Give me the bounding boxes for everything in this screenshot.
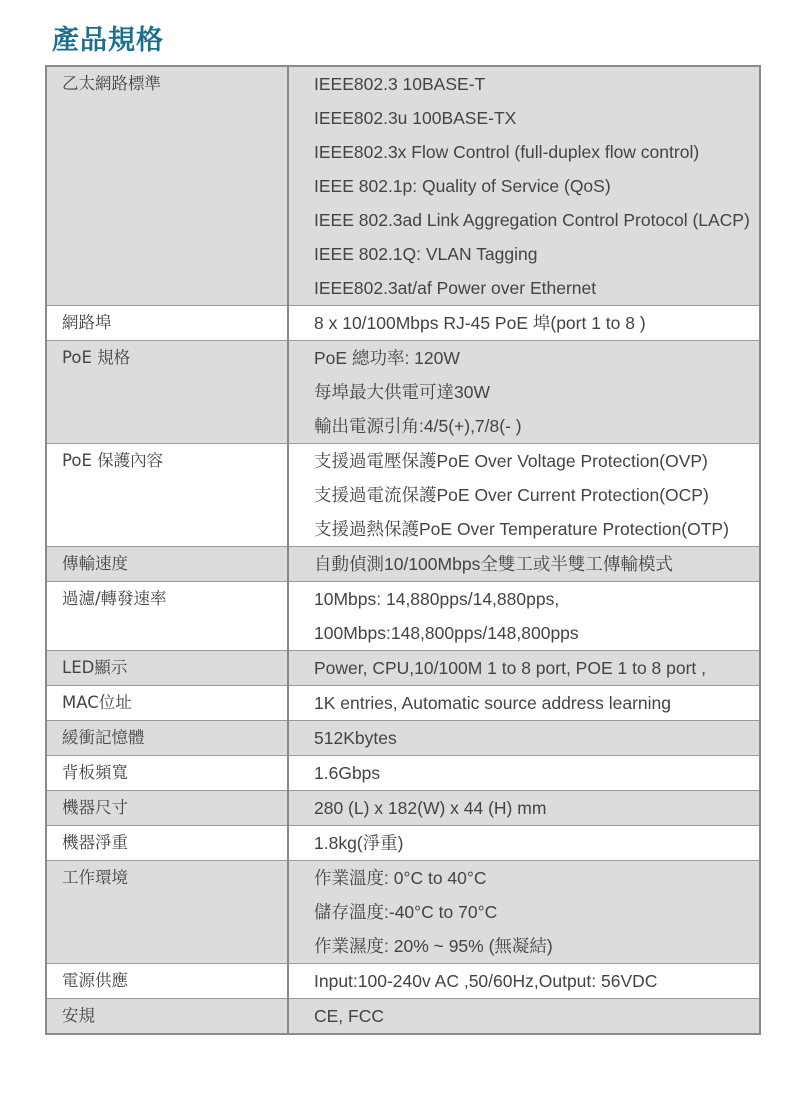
spec-value-line: 10Mbps: 14,880pps/14,880pps, <box>314 589 560 609</box>
spec-value-line: 儲存溫度:-40°C to 70°C <box>314 902 498 922</box>
spec-value-cell <box>288 964 760 999</box>
spec-value-line: 自動偵測10/100Mbps全雙工或半雙工傳輸模式 <box>314 554 673 574</box>
spec-table-body <box>46 66 760 1034</box>
spec-label-cell <box>46 651 288 686</box>
spec-row <box>46 651 760 686</box>
spec-value-line: 512Kbytes <box>314 728 397 748</box>
spec-label-cell <box>46 582 288 651</box>
spec-value-line: 100Mbps:148,800pps/148,800pps <box>314 623 579 643</box>
spec-value-line: Power, CPU,10/100M 1 to 8 port, POE 1 to 8 port , <box>314 658 707 678</box>
spec-label: 過濾/轉發速率 <box>62 589 167 608</box>
spec-value-line: IEEE 802.3ad Link Aggregation Control Protocol (LACP) <box>314 210 750 230</box>
spec-label-cell <box>46 721 288 756</box>
spec-value-line: IEEE802.3u 100BASE-TX <box>314 108 517 128</box>
spec-label: 電源供應 <box>62 971 128 990</box>
spec-label-cell <box>46 826 288 861</box>
spec-row <box>46 826 760 861</box>
spec-label-cell <box>46 341 288 444</box>
spec-row <box>46 582 760 651</box>
spec-label-cell <box>46 306 288 341</box>
spec-value-line: Input:100-240v AC ,50/60Hz,Output: 56VDC <box>314 971 658 991</box>
spec-label-cell <box>46 686 288 721</box>
spec-value-line: 1.6Gbps <box>314 763 381 783</box>
spec-label-cell <box>46 547 288 582</box>
spec-value-cell <box>288 826 760 861</box>
spec-value-line: IEEE802.3x Flow Control (full-duplex flow control) <box>314 142 700 162</box>
spec-label-cell <box>46 964 288 999</box>
spec-row <box>46 999 760 1035</box>
spec-value-cell <box>288 861 760 964</box>
spec-row <box>46 756 760 791</box>
spec-value-line: IEEE 802.1Q: VLAN Tagging <box>314 244 538 264</box>
spec-label: 背板頻寬 <box>62 763 128 782</box>
spec-label: 傳輸速度 <box>62 554 128 573</box>
spec-label-cell <box>46 999 288 1035</box>
spec-value-line: IEEE 802.1p: Quality of Service (QoS) <box>314 176 611 196</box>
spec-value-line: 1.8kg(淨重) <box>314 833 404 853</box>
spec-label: PoE 規格 <box>62 348 131 367</box>
spec-value-line: 作業溫度: 0°C to 40°C <box>314 868 487 888</box>
spec-row <box>46 66 760 306</box>
spec-value-line: IEEE802.3at/af Power over Ethernet <box>314 278 597 298</box>
spec-row <box>46 686 760 721</box>
spec-value-line: 每埠最大供電可達30W <box>314 382 490 402</box>
spec-value-line: 支援過電流保護PoE Over Current Protection(OCP) <box>314 485 709 505</box>
spec-label: 網路埠 <box>62 313 112 332</box>
spec-value-line: PoE 總功率: 120W <box>314 348 460 368</box>
spec-value-cell <box>288 756 760 791</box>
spec-value-line: 8 x 10/100Mbps RJ-45 PoE 埠(port 1 to 8 ) <box>314 313 646 333</box>
spec-label-cell <box>46 756 288 791</box>
spec-row <box>46 341 760 444</box>
spec-label: LED顯示 <box>62 658 128 677</box>
spec-value-cell <box>288 306 760 341</box>
spec-value-line: 1K entries, Automatic source address learning <box>314 693 671 713</box>
spec-row <box>46 306 760 341</box>
spec-label-cell <box>46 66 288 306</box>
spec-row <box>46 547 760 582</box>
spec-value-cell <box>288 444 760 547</box>
spec-row <box>46 444 760 547</box>
spec-value-cell <box>288 651 760 686</box>
spec-value-cell <box>288 66 760 306</box>
spec-value-line: 支援過熱保護PoE Over Temperature Protection(OTP) <box>314 519 729 539</box>
spec-label: 機器尺寸 <box>62 798 128 817</box>
spec-value-cell <box>288 791 760 826</box>
spec-label: PoE 保護內容 <box>62 451 164 470</box>
spec-value-line: 280 (L) x 182(W) x 44 (H) mm <box>314 798 547 818</box>
spec-label: 機器淨重 <box>62 833 128 852</box>
spec-label: 乙太網路標準 <box>62 74 161 93</box>
spec-label-cell <box>46 791 288 826</box>
spec-value-cell <box>288 721 760 756</box>
spec-value-line: CE, FCC <box>314 1006 384 1026</box>
spec-label-cell <box>46 861 288 964</box>
spec-value-cell <box>288 999 760 1035</box>
spec-value-cell <box>288 547 760 582</box>
spec-row <box>46 791 760 826</box>
spec-value-cell <box>288 582 760 651</box>
spec-row <box>46 964 760 999</box>
spec-value-line: 作業濕度: 20% ~ 95% (無凝結) <box>314 936 553 956</box>
spec-value-line: 支援過電壓保護PoE Over Voltage Protection(OVP) <box>314 451 708 471</box>
page-title: 產品規格 <box>52 25 164 56</box>
spec-row <box>46 721 760 756</box>
spec-label: 緩衝記憶體 <box>62 728 145 747</box>
spec-value-cell <box>288 686 760 721</box>
spec-label: 安規 <box>62 1006 95 1025</box>
spec-table <box>45 65 761 1035</box>
spec-label: MAC位址 <box>62 693 132 712</box>
spec-value-cell <box>288 341 760 444</box>
spec-value-line: IEEE802.3 10BASE-T <box>314 74 486 94</box>
spec-value-line: 輸出電源引角:4/5(+),7/8(- ) <box>314 416 522 436</box>
spec-label-cell <box>46 444 288 547</box>
spec-label: 工作環境 <box>62 868 128 887</box>
spec-row <box>46 861 760 964</box>
